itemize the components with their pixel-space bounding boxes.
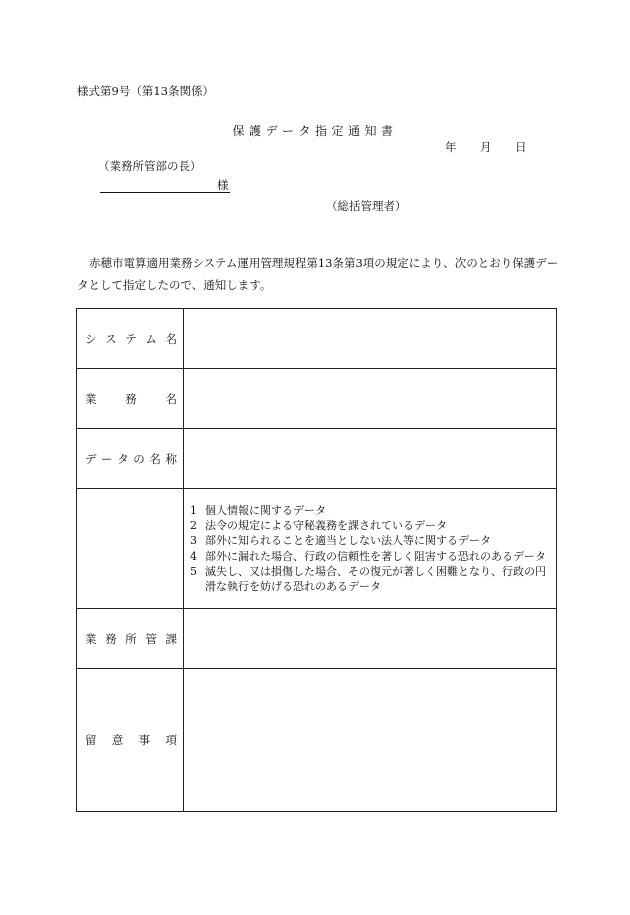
row-label: デ ー タ の 名 称 (85, 451, 177, 466)
row-value-cell[interactable] (184, 369, 557, 429)
criteria-list (184, 499, 556, 599)
list-item[interactable] (190, 564, 552, 595)
list-item-text: 部外に漏れた場合、行政の信頼性を著しく阻害する恐れのあるデータ (205, 549, 546, 563)
recipient-name-field[interactable] (100, 180, 230, 193)
table-row (77, 609, 557, 669)
date-day: 日 (515, 140, 527, 154)
list-item-number: 4 (190, 549, 197, 563)
recipient-title: （業務所管部の長） (98, 159, 202, 173)
form-number: 様式第9号（第13条関係） (77, 84, 214, 98)
list-item[interactable] (190, 518, 552, 533)
document-title: 保護データ指定通知書 (232, 124, 398, 138)
row-value-cell[interactable] (184, 669, 557, 812)
date-line (445, 142, 527, 154)
list-item[interactable] (190, 503, 552, 518)
row-label: シ ス テ ム 名 (85, 331, 177, 346)
row-label-cell (77, 489, 184, 609)
date-month: 月 (480, 140, 492, 154)
list-item[interactable] (190, 533, 552, 548)
row-value-cell[interactable] (184, 309, 557, 369)
list-item-text: 法令の規定による守秘義務を課されているデータ (205, 518, 447, 532)
row-value-cell[interactable] (184, 429, 557, 489)
list-item-number: 2 (190, 518, 197, 532)
table-row (77, 669, 557, 812)
row-label-cell (77, 669, 184, 812)
list-item-number: 3 (190, 534, 197, 548)
criteria-cell (184, 489, 557, 609)
list-item-number: 5 (190, 564, 197, 578)
list-item[interactable] (190, 549, 552, 564)
row-label: 留 意 事 項 (85, 733, 177, 747)
body-text: 赤穂市電算適用業務システム運用管理規程第13条第3項の規定により、次のとおり保護データとして指定したので、通知します。 (77, 256, 559, 292)
list-item-number: 1 (190, 503, 197, 517)
row-label-cell (77, 369, 184, 429)
table-row (77, 489, 557, 609)
row-label-cell (77, 429, 184, 489)
row-label-cell (77, 309, 184, 369)
list-item-text: 部外に知られることを適当としない法人等に関するデータ (205, 534, 491, 548)
table-row (77, 429, 557, 489)
row-label: 業 務 名 (85, 391, 177, 406)
row-label-cell (77, 609, 184, 669)
list-item-text: 個人情報に関するデータ (205, 503, 326, 517)
sender-title: （総括管理者） (326, 199, 407, 213)
row-value-cell[interactable] (184, 609, 557, 669)
list-item-text: 滅失し、又は損傷した場合、その復元が著しく困難となり、行政の円滑な執行を妨げる恐れのあるデータ (205, 564, 546, 594)
recipient-honorific: 様 (217, 178, 229, 192)
row-label: 業 務 所 管 課 (85, 631, 177, 646)
table-row (77, 369, 557, 429)
date-year: 年 (445, 140, 457, 154)
data-table (76, 308, 557, 812)
table-row (77, 309, 557, 369)
